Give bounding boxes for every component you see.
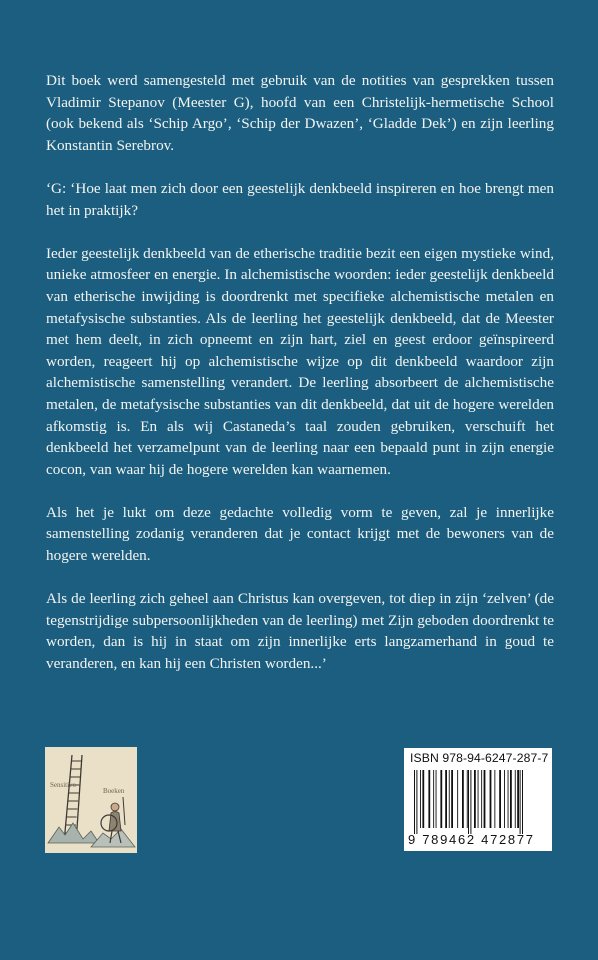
- barcode-bar: [494, 770, 495, 828]
- publisher-logo: [45, 747, 137, 853]
- barcode-bar: [499, 770, 501, 828]
- barcode-bar: [522, 770, 523, 834]
- barcode-bar: [481, 770, 482, 828]
- logo-word-right: Boeken: [103, 787, 125, 795]
- barcode-bar: [436, 770, 437, 828]
- ladder-figure-icon: [45, 747, 137, 853]
- barcode-bar: [451, 770, 453, 828]
- barcode-bar: [433, 770, 434, 828]
- barcode-bar: [510, 770, 512, 828]
- barcode-bar: [478, 770, 479, 828]
- barcode-bar: [520, 770, 521, 834]
- barcode-bar: [504, 770, 505, 828]
- barcode-bar: [470, 770, 471, 834]
- ean-digits: 9 789462 472877: [408, 832, 535, 847]
- isbn-barcode: [404, 748, 552, 851]
- barcode-bar: [420, 770, 421, 828]
- blurb-text: [46, 70, 554, 696]
- barcode-bar: [416, 770, 417, 834]
- barcode-bar: [484, 770, 486, 828]
- barcode-bar: [449, 770, 450, 828]
- barcode-bars: [412, 770, 544, 834]
- barcode-bar: [508, 770, 509, 828]
- logo-word-left: Sensitivo: [50, 781, 77, 789]
- barcode-bar: [428, 770, 430, 828]
- barcode-bar: [517, 770, 519, 828]
- barcode-bar: [445, 770, 447, 828]
- barcode-bar: [468, 770, 469, 834]
- barcode-bar: [490, 770, 492, 828]
- barcode-bar: [414, 770, 415, 834]
- blurb-paragraph-tradition: Ieder geestelijk denkbeeld van de etherische traditie bezit een eigen mystieke wind, unieke atmosfeer en energie. In alchemistische woorden: ieder geestelijk denkbeeld van etherische inwijding is doordrenkt met specifieke alchemistische metalen en metafysische substanties. Als de leerling het geestelijk denkbeeld, dat de Meester met hem deelt, in zich opneemt en zijn hart, ziel en geest erdoor geïnspireerd worden, reageert hij op alchemistische wijze op dit denkbeeld waardoor zijn alchemistische samenstelling verandert. De leerling absorbeert de alchemistische metalen, de metafysische substanties van dit denkbeeld, dat uit de hogere werelden afkomstig is. En als wij Castaneda’s taal zouden gebruiken, verschuift het denkbeeld het verzamelpunt van de leerling naar een bepaald punt in zijn energie cocon, van waar hij de hogere werelden kan waarnemen.: [46, 244, 554, 478]
- barcode-bar: [440, 770, 442, 828]
- barcode-bar: [474, 770, 476, 828]
- barcode-bar: [467, 770, 468, 828]
- barcode-bar: [457, 770, 458, 828]
- blurb-paragraph-intro: Dit boek werd samengesteld met gebruik van de notities van gesprekken tussen Vladimir Stepanov (Meester G), hoofd van een Christelijk-hermetische School (ook bekend als ‘Schip Argo’, ‘Schip der Dwazen’, ‘Gladde Dek’) en zijn leerling Konstantin Serebrov.: [46, 72, 554, 154]
- isbn-label: ISBN 978-94-6247-287-7: [410, 751, 549, 765]
- barcode-bar: [462, 770, 464, 828]
- blurb-paragraph-christ: Als de leerling zich geheel aan Christus kan overgeven, tot diep in zijn ‘zelven’ (de tegenstrijdige subpersoonlijkheden van de leerling) met Zijn geboden doordrenkt te worden, dan is hij in staat om zijn innerlijke erts langzamerhand in goud te veranderen, en kan hij een Christen worden...’: [46, 590, 554, 673]
- blurb-paragraph-question: ‘G: ‘Hoe laat men zich door een geestelijk denkbeeld inspireren en hoe brengt men het in praktijk?: [46, 179, 554, 219]
- barcode-bar: [515, 770, 516, 828]
- barcode-bar: [422, 770, 424, 828]
- blurb-paragraph-contact: Als het je lukt om deze gedachte volledig vorm te geven, zal je innerlijke samenstelling zodanig veranderen dat je contact krijgt met de bewoners van de hogere werelden.: [46, 503, 554, 565]
